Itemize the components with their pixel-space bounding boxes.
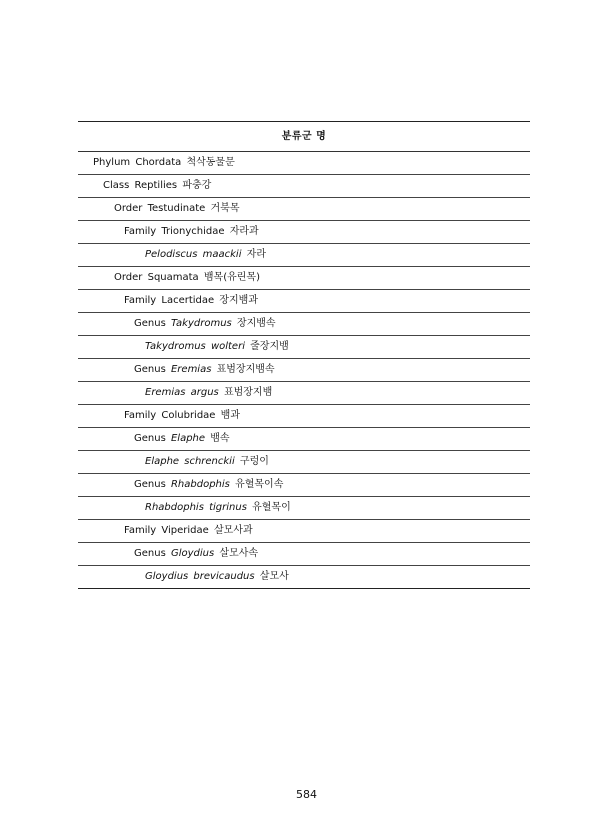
table-header: 분류군 명	[78, 122, 530, 152]
korean-name: 살모사	[259, 571, 289, 582]
rank-label: Genus	[134, 364, 166, 375]
table-body	[78, 152, 530, 588]
korean-name: 살모사속	[219, 548, 259, 559]
table-row	[78, 474, 530, 497]
rank-label: Order	[114, 203, 143, 214]
taxon-name: Gloydius brevicaudus	[145, 571, 255, 582]
taxon-name: Reptilies	[134, 180, 178, 191]
table-row	[78, 382, 530, 405]
taxon-name: Chordata	[135, 157, 182, 168]
taxon-name: Pelodiscus maackii	[145, 249, 242, 260]
taxon-name: Takydromus wolteri	[145, 341, 245, 352]
rank-label: Genus	[134, 433, 166, 444]
taxon-name: Viperidae	[161, 525, 209, 536]
table-row	[78, 290, 530, 313]
table-row	[78, 152, 530, 175]
taxon-name: Elaphe	[170, 433, 206, 444]
taxon-name: Rhabdophis	[170, 479, 230, 490]
korean-name: 뱀과	[220, 410, 240, 421]
table-row	[78, 566, 530, 588]
korean-name: 장지뱀과	[219, 295, 258, 306]
korean-name: 줄장지뱀	[250, 341, 289, 352]
table-row	[78, 313, 530, 336]
korean-name: 척삭동물문	[186, 157, 235, 168]
rank-label: Genus	[134, 479, 166, 490]
korean-name: 살모사과	[213, 525, 253, 536]
table-row	[78, 336, 530, 359]
rank-label: Genus	[134, 318, 166, 329]
korean-name: 뱀속	[210, 433, 230, 444]
rank-label: Family	[124, 226, 157, 237]
taxon-name: Rhabdophis tigrinus	[145, 502, 247, 513]
taxon-name: Gloydius	[170, 548, 215, 559]
taxon-name: Squamata	[147, 272, 199, 283]
taxon-name: Elaphe schrenckii	[145, 456, 235, 467]
rank-label: Order	[114, 272, 143, 283]
taxon-name: Eremias argus	[145, 387, 219, 398]
korean-name: 자라과	[229, 226, 259, 237]
table-row	[78, 244, 530, 267]
table-row	[78, 175, 530, 198]
page-number: 584	[296, 788, 317, 801]
table-row	[78, 221, 530, 244]
table-row	[78, 451, 530, 474]
table-row	[78, 359, 530, 382]
table-row	[78, 520, 530, 543]
korean-name: 유혈목이속	[235, 479, 284, 490]
rank-label: Family	[124, 525, 157, 536]
taxon-name: Takydromus	[170, 318, 232, 329]
rank-label: Family	[124, 410, 157, 421]
table-row	[78, 543, 530, 566]
table-row	[78, 405, 530, 428]
korean-name: 자라	[246, 249, 266, 260]
taxon-name: Colubridae	[161, 410, 216, 421]
korean-name: 파충강	[182, 180, 212, 191]
table-row	[78, 198, 530, 221]
taxon-name: Trionychidae	[161, 226, 225, 237]
korean-name: 표범장지뱀속	[216, 364, 275, 375]
rank-label: Phylum	[93, 157, 131, 168]
rank-label: Class	[103, 180, 130, 191]
taxon-name: Lacertidae	[161, 295, 215, 306]
korean-name: 표범장지뱀	[223, 387, 273, 398]
table-row	[78, 267, 530, 290]
korean-name: 구렁이	[239, 456, 269, 467]
korean-name: 뱀목(유린목)	[203, 272, 260, 283]
taxon-name: Eremias	[170, 364, 212, 375]
korean-name: 거북목	[210, 203, 240, 214]
rank-label: Family	[124, 295, 157, 306]
korean-name: 유혈목이	[252, 502, 291, 513]
taxon-name: Testudinate	[147, 203, 206, 214]
korean-name: 장지뱀속	[236, 318, 276, 329]
rank-label: Genus	[134, 548, 166, 559]
table-row	[78, 428, 530, 451]
table-row	[78, 497, 530, 520]
taxonomy-table	[78, 121, 530, 589]
